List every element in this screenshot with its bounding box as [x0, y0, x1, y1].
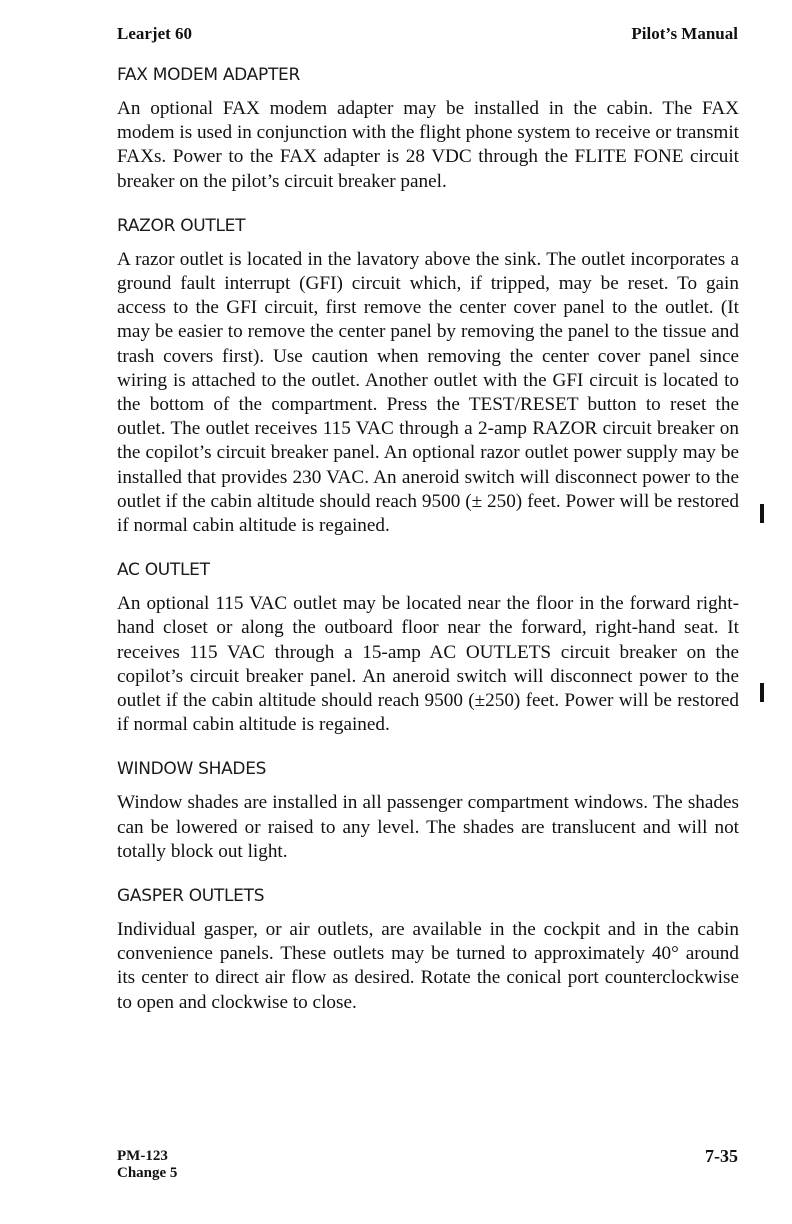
header-aircraft: Learjet 60 — [117, 24, 193, 43]
section-body: Individual gasper, or air outlets, are available in the cockpit and in the cabin convenience panels. These outlets may be turned to approximately 40° around its center to direct air flow as desired. Rotate the conical port counterclockwise to open and clockwise to close. — [117, 919, 739, 1013]
section-window-shades — [117, 757, 739, 864]
section-body: An optional FAX modem adapter may be installed in the cabin. The FAX modem is used in conjunction with the flight phone system to receive or transmit FAXs. Power to the FAX adapter is 28 VDC through the FLITE FONE circuit breaker on the pilot’s circuit breaker panel. — [117, 98, 739, 192]
header-manual-title: Pilot’s Manual — [631, 24, 738, 43]
footer-doc-number: PM-123 — [117, 1148, 168, 1164]
section-fax-modem-adapter — [117, 63, 739, 194]
revision-change-bar — [760, 683, 764, 702]
section-title: RAZOR OUTLET — [117, 215, 246, 236]
section-title: AC OUTLET — [117, 560, 210, 581]
section-gasper-outlets — [117, 884, 739, 1015]
revision-change-bar — [760, 504, 764, 523]
section-ac-outlet — [117, 558, 739, 737]
section-title: WINDOW SHADES — [117, 759, 267, 780]
page-header — [117, 24, 738, 46]
footer-change: Change 5 — [117, 1165, 178, 1181]
section-body: Window shades are installed in all passenger compartment windows. The shades can be lowered or raised to any level. The shades are translucent and will not totally block out light. — [117, 792, 739, 862]
section-body: An optional 115 VAC outlet may be located near the floor in the forward right-hand closet or along the outboard floor near the forward, right-hand seat. It receives 115 VAC through a 15-amp AC OUTLETS circuit breaker on the copilot’s circuit breaker panel. An aneroid switch will disconnect power to the outlet if the cabin altitude should reach 9500 (±250) feet. Power will be restored if normal cabin altitude is regained. — [117, 593, 739, 736]
section-title: FAX MODEM ADAPTER — [117, 65, 300, 85]
section-razor-outlet — [117, 214, 739, 538]
footer-page-number: 7-35 — [705, 1146, 738, 1166]
section-title: GASPER OUTLETS — [117, 886, 265, 907]
page-footer-left — [117, 1148, 177, 1182]
page-content — [117, 63, 739, 1035]
section-body: A razor outlet is located in the lavatory above the sink. The outlet incorporates a ground fault interrupt (GFI) circuit which, if tripped, may be reset. To gain access to the GFI circuit, first remove the center cover panel to the outlet. (It may be easier to remove the center panel by removing the panel to the tissue and trash covers first). Use caution when removing the center cover panel since wiring is attached to the outlet. Another outlet with the GFI circuit is located to the bottom of the compartment. Press the TEST/RESET button to reset the outlet. The outlet receives 115 VAC through a 2-amp RAZOR circuit breaker on the copilot’s circuit breaker panel. An optional razor outlet power supply may be installed that provides 230 VAC. An aneroid switch will disconnect power to the outlet if the cabin altitude should reach 9500 (± 250) feet. Power will be restored if normal cabin altitude is regained. — [117, 248, 739, 537]
